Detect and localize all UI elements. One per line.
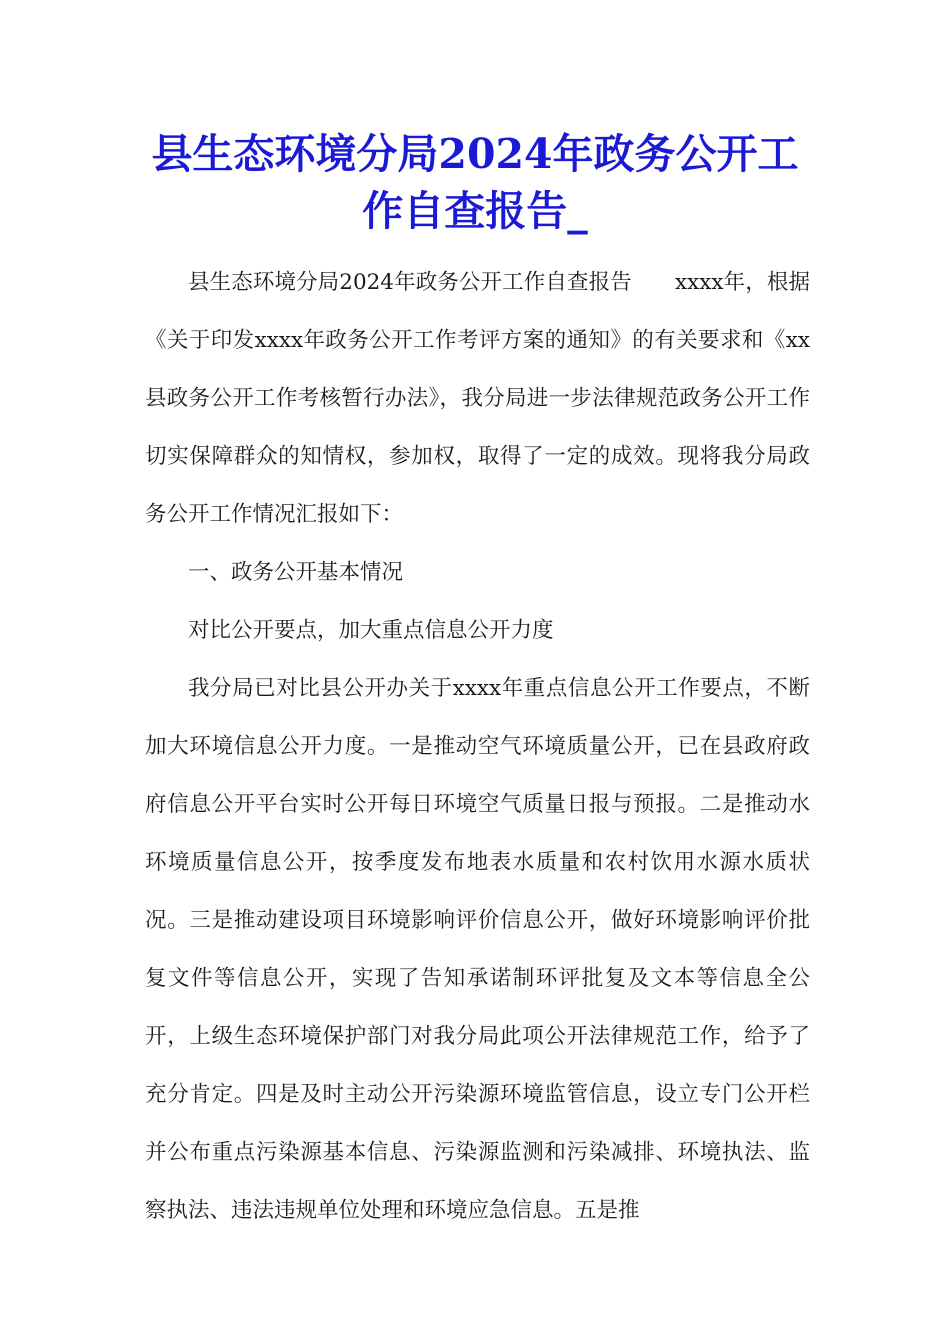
document-body (145, 254, 810, 1240)
document-title: 县生态环境分局2024年政务公开工作自查报告_ (151, 130, 799, 235)
paragraph-subheading: 对比公开要点，加大重点信息公开力度 (188, 618, 554, 643)
paragraph-section-heading: 一、政务公开基本情况 (188, 560, 404, 585)
paragraph-intro: 县生态环境分局2024年政务公开工作自查报告 xxxx年，根据《关于印发xxxx年政务公开工作考评方案的通知》的有关要求和《xx县政务公开工作考核暂行办法》，我分局进一步法律规范政务公开工作切实保障群众的知情权，参加权，取得了一定的成效。现将我分局政务公开工作情况汇报如下： (145, 270, 810, 527)
paragraph-details: 我分局已对比县公开办关于xxxx年重点信息公开工作要点，不断加大环境信息公开力度。一是推动空气环境质量公开，已在县政府政府信息公开平台实时公开每日环境空气质量日报与预报。二是推动水环境质量信息公开，按季度发布地表水质量和农村饮用水源水质状况。三是推动建设项目环境影响评价信息公开，做好环境影响评价批复文件等信息公开，实现了告知承诺制环评批复及文本等信息全公开，上级生态环境保护部门对我分局此项公开法律规范工作，给予了充分肯定。四是及时主动公开污染源环境监管信息，设立专门公开栏并公布重点污染源基本信息、污染源监测和污染减排、环境执法、监察执法、违法违规单位处理和环境应急信息。五是推 (145, 676, 810, 1223)
